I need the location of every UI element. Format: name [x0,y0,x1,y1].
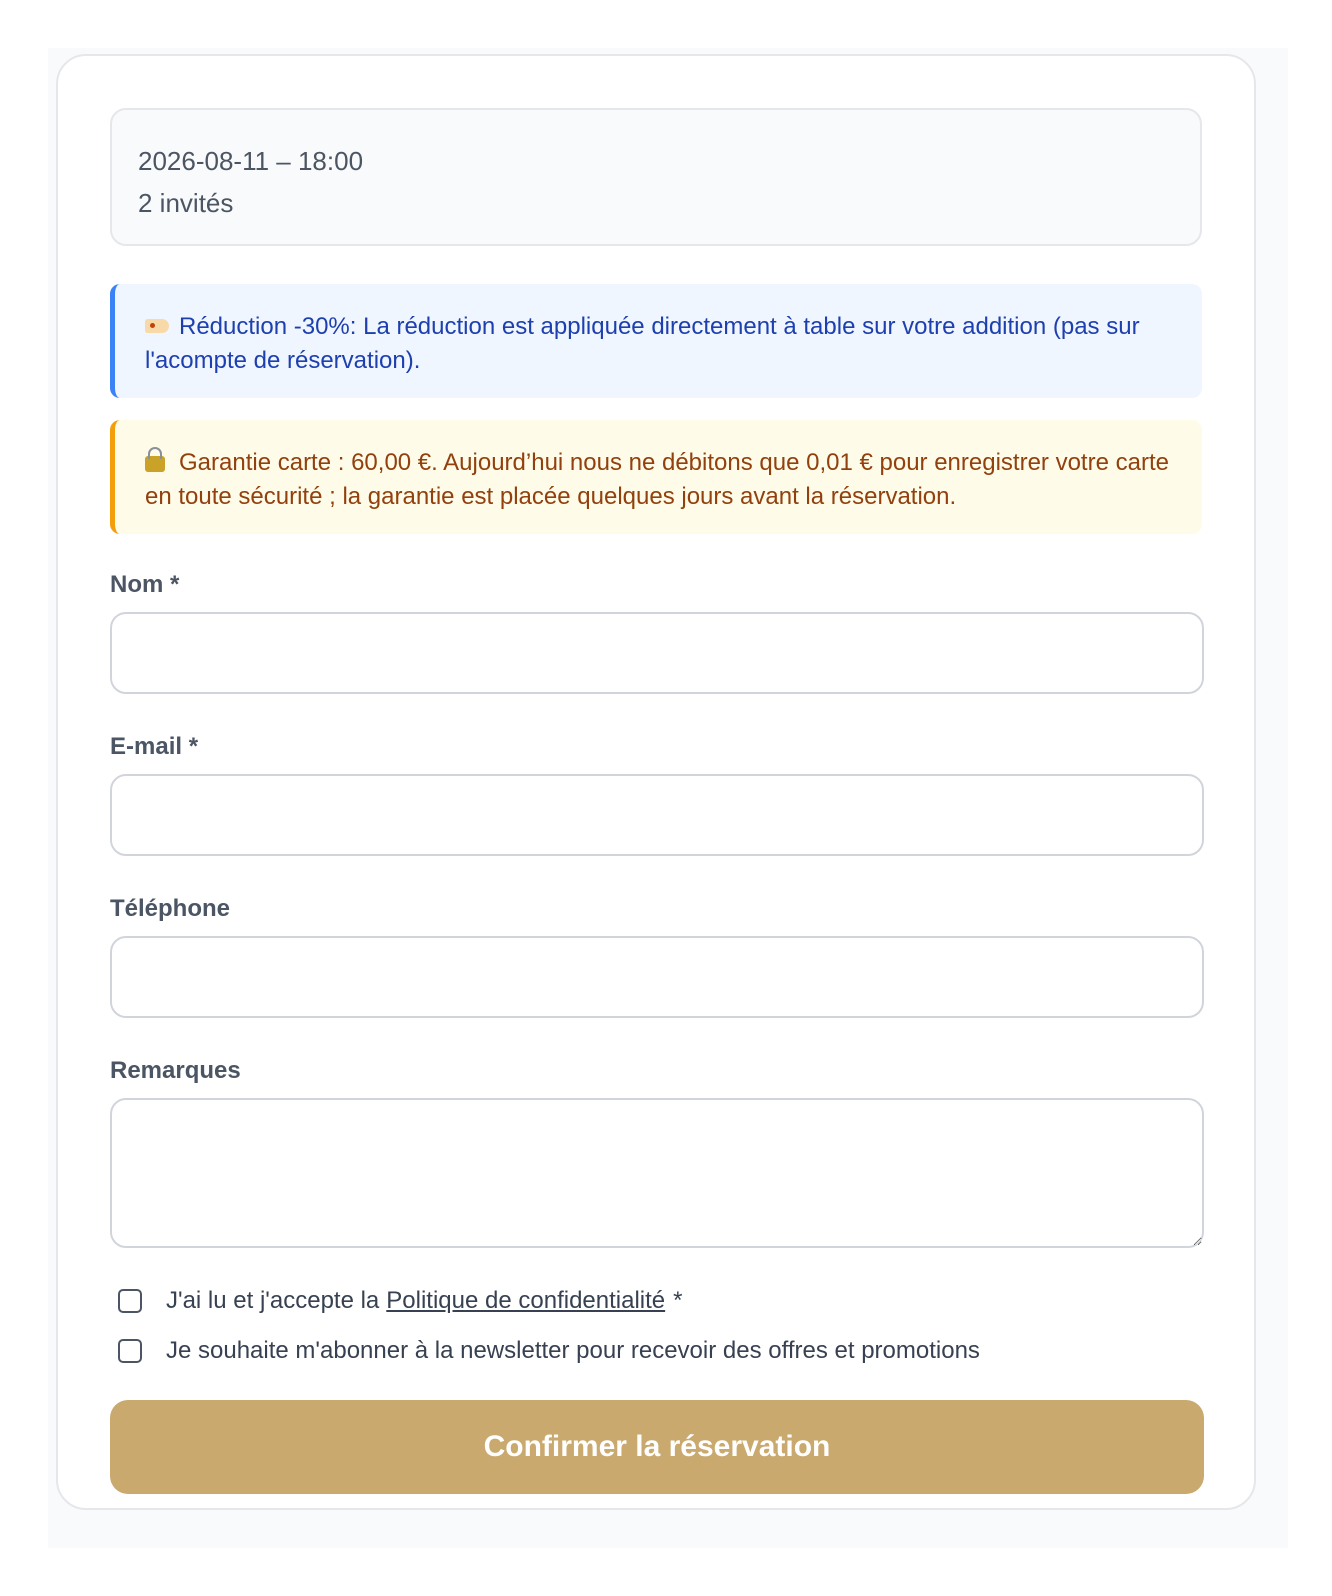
privacy-policy-link[interactable]: Politique de confidentialité [386,1287,666,1314]
privacy-consent-text: J'ai lu et j'accepte la [166,1287,380,1314]
reservation-card [56,54,1256,1510]
newsletter-consent-row [110,1336,1202,1366]
tag-icon [145,319,169,333]
guarantee-notice-text: Garantie carte : 60,00 €. Aujourd’hui nous ne débitons que 0,01 € pour enregistrer votre carte en toute sécurité ; la garantie est placée quelques jours avant la réservation. [145,449,1169,510]
guarantee-notice [110,420,1202,534]
newsletter-checkbox[interactable] [118,1339,142,1363]
phone-input[interactable] [110,936,1204,1018]
discount-notice-text: Réduction -30%: La réduction est appliquée directement à table sur votre addition (pas sur l'acompte de réservation). [145,313,1140,374]
required-marker: * [673,1287,683,1314]
reservation-datetime: 2026-08-11 – 18:00 [138,146,364,176]
email-input[interactable] [110,774,1204,856]
lock-icon [145,456,165,472]
newsletter-consent-text: Je souhaite m'abonner à la newsletter pour recevoir des offres et promotions [166,1337,980,1364]
privacy-consent-row [110,1286,1202,1316]
confirm-reservation-button[interactable]: Confirmer la réservation [110,1400,1204,1494]
reservation-summary [110,108,1202,246]
name-label: Nom * [110,571,180,598]
remarks-textarea[interactable] [110,1098,1204,1248]
email-label: E-mail * [110,733,199,760]
privacy-checkbox[interactable] [118,1289,142,1313]
remarks-label: Remarques [110,1057,241,1084]
name-input[interactable] [110,612,1204,694]
phone-label: Téléphone [110,895,231,922]
discount-notice [110,284,1202,398]
reservation-guests: 2 invités [138,188,234,218]
